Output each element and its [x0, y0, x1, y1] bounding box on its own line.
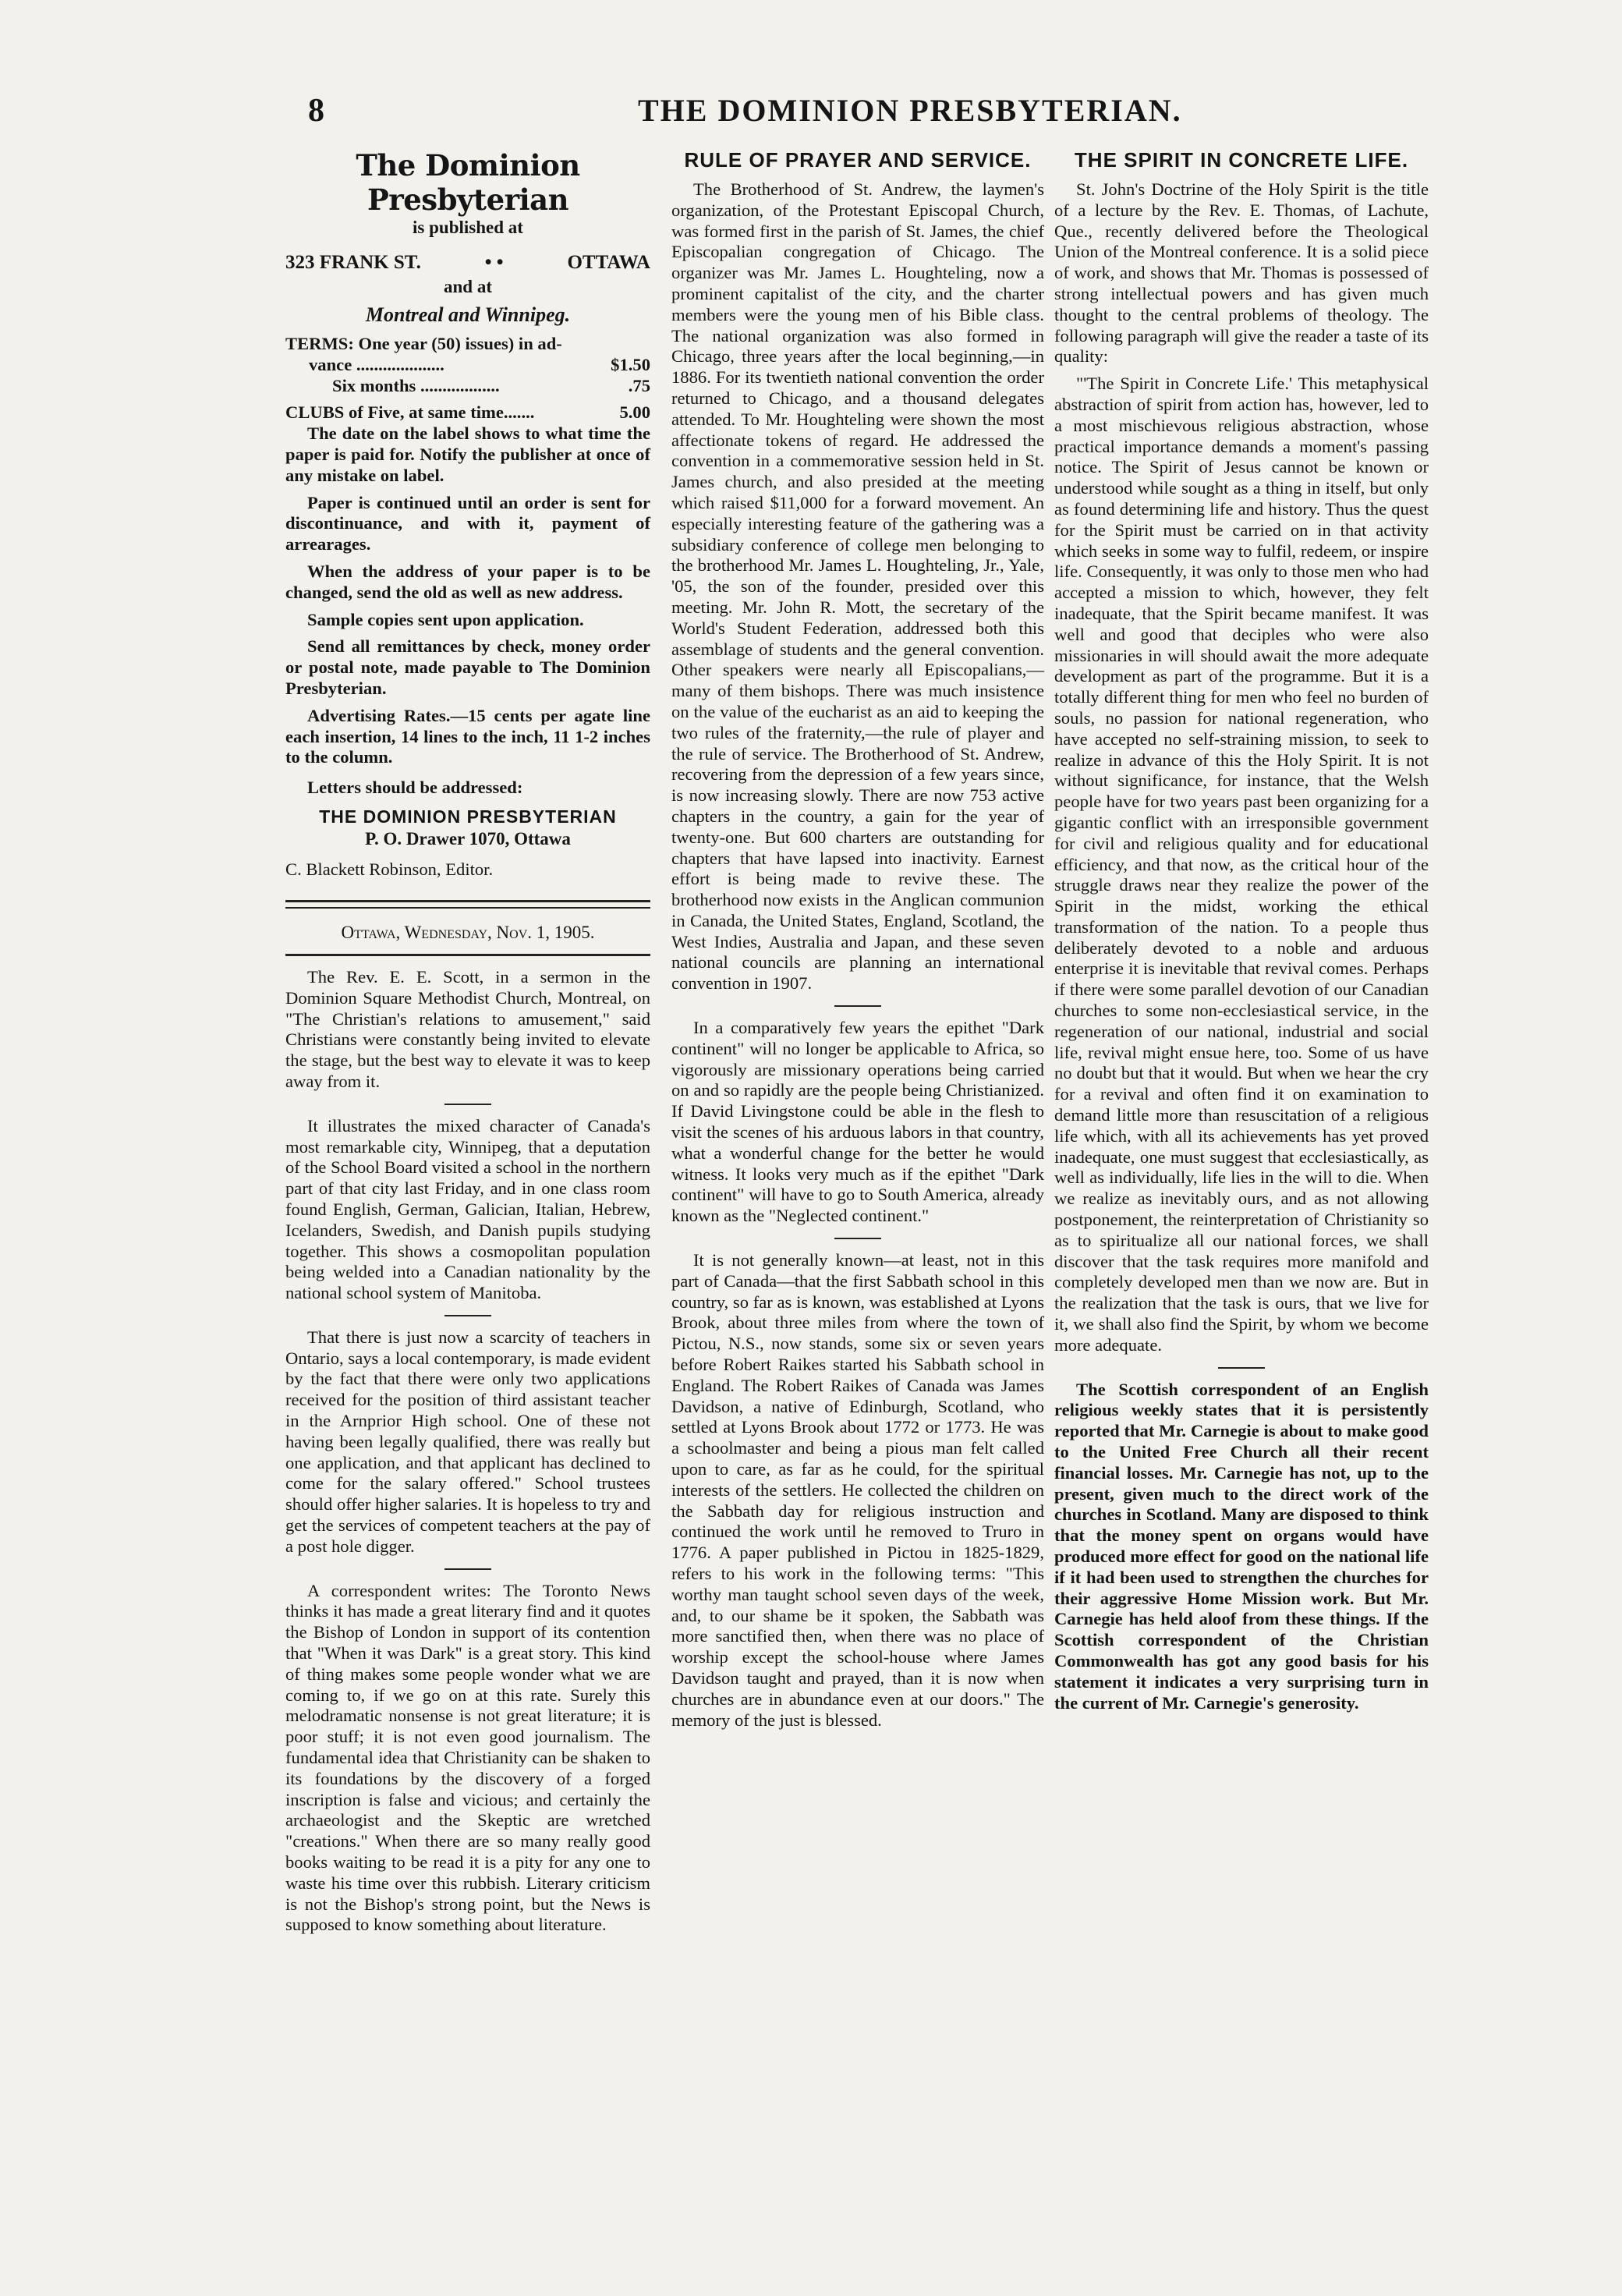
terms-line: TERMS: One year (50) issues) in ad-: [285, 334, 562, 353]
separator-dash: [444, 1568, 491, 1570]
article-winnipeg: It illustrates the mixed character of Canada's most remarkable city, Winnipeg, that a deputation of the School Board visited a school in the northern part of that city last Friday, and in one class room found English, German, Galician, Italian, Hebrew, Icelanders, Swedish, and Danish pupils studying together. This shows a cosmopolitan population being welded into a Canadian nationality by the national school system of Manitoba.: [285, 1115, 650, 1303]
article-spirit-quote: "'The Spirit in Concrete Life.' This metaphysical abstraction of spirit from action has, however, led to a most mischievous religious abstraction, whose practical importance demands a moment's passing notice. The Spirit of Jesus cannot be known or understood while sought as a thing in itself, but only as found determining life and history. Thus the quest for the Spirit must be carried on in that activity which seeks in some way to fulfil, redeem, or inspire life. Consequently, it was only to those men who had accepted a mission to which, however, they felt inadequate, that the Spirit became manifest. It was well and good that deciples who were also missionaries in will should await the more adequate development as part of the programme. But it is a totally different thing for men who feel no burden of souls, no passion for national regeneration, who have accepted no self-straining mission, to seek to realize in advance of this the Holy Spirit. It is not without significance, for instance, that the Welsh people have for two years past been organizing for a gigantic conflict with an irresponsible government for civil and religious quality and for educational efficiency, and that now, as the critical hour of the struggle draws near they realize the power of the Spirit in the midst, working the ethical transformation of the nation. To a people thus deliberately devoted to a noble and arduous enterprise it is inevitable that revival comes. Perhaps if there were some parallel devotion of our Canadian churches to some non-ecclesiastical service, in the regeneration of our national, industrial and social life, revival might ensue here, too. Some of us have no doubt but that it would. But when we hear the cry for a revival and often find it on examination to demand little more than resuscitation of a religious life which, with all its achievements has yet proved inadequate, one must suggest that ecclesiastically, as well as individually, life lies in the will to die. When we realize as inevitably ours, and as not allowing postponement, the reinterpretation of Christianity so as to spiritualize all our national forces, we shall discover that the task requires more manifold and completely developed men than we now are. But in the realization that the task is ours, that we live for it, we shall also find the Spirit, by whom we become more adequate.: [1054, 374, 1429, 1355]
notice-letters: Letters should be addressed:: [307, 778, 523, 798]
notice-address-change: When the address of your paper is to be changed, send the old as well as new address.: [285, 561, 650, 602]
separator-dash: [1218, 1367, 1265, 1369]
terms-vance-label: vance ....................: [309, 354, 444, 374]
and-at: and at: [444, 277, 492, 296]
notice-continued: Paper is continued until an order is sent for discontinuance, and with it, payment of arrearages.: [285, 492, 650, 555]
six-months-amount: .75: [628, 375, 650, 395]
double-rule: [285, 900, 650, 909]
clubs-amount: 5.00: [619, 402, 650, 423]
clubs-row: [285, 402, 650, 423]
running-title: THE DOMINION PRESBYTERIAN.: [638, 93, 1182, 128]
dateline: Ottawa, Wednesday, Nov. 1, 1905.: [341, 922, 595, 942]
page-number: 8: [308, 93, 324, 129]
column-right: [1054, 148, 1429, 1713]
notice-label: The date on the label shows to what time the paper is paid for. Notify the publisher at once of any mistake on label.: [285, 423, 650, 485]
editor-credit: C. Blackett Robinson, Editor.: [285, 859, 494, 879]
mailing-name: THE DOMINION PRESBYTERIAN: [319, 806, 617, 827]
published-at: is published at: [413, 218, 523, 237]
article-teachers: That there is just now a scarcity of teachers in Ontario, says a local contemporary, is made evident by the fact that there were only two applications received for the position of third assistant teacher in the Arnprior High school. One of these not having been legally qualified, there was really but one application, and that applicant has declined to come for the salary offered." School trustees should offer higher salaries. It is hopeless to try and get the services of competent teachers at the pay of a post hole digger.: [285, 1327, 650, 1556]
six-months-label: Six months ..................: [332, 375, 500, 395]
article-sabbath-school: It is not generally known—at least, not in this part of Canada—that the first Sabbath school in this country, so far as is known, was established at Lyons Brook, about three miles from where the town of Pictou, N.S., now stands, some six or seven years before Robert Raikes started his Sabbath school in England. The Robert Raikes of Canada was James Davidson, a native of Edinburgh, Scotland, who settled at Lyons Brook about 1772 or 1773. He was a schoolmaster and being a pious man felt called upon to care, as far as he could, for the spiritual interests of the settlers. He collected the children on the Sabbath day for religious instruction and continued the work until he removed to Truro in 1776. A paper published in Pictou in 1825-1829, refers to his work in the following terms: "This worthy man taught school seven days of the week, and, to our shame be it spoken, the Sabbath was more sanctified then, when there was no place of worship except the school-house where James Davidson taught and prayed, than it is now when churches are in abundance even at our doors." The memory of the just is blessed.: [671, 1250, 1044, 1730]
separator-dash: [834, 1005, 881, 1007]
mailing-pob: P. O. Drawer 1070, Ottawa: [365, 828, 571, 849]
terms-vance-row: [285, 355, 650, 376]
notice-sample: Sample copies sent upon application.: [307, 609, 584, 629]
terms-vance-amount: $1.50: [611, 354, 650, 374]
notice-advertising: Advertising Rates.—15 cents per agate line each insertion, 14 lines to the inch, 11 1-2 inches to the column.: [285, 705, 650, 767]
notice-remittances: Send all remittances by check, money order or postal note, made payable to The Dominion Presbyterian.: [285, 636, 650, 698]
headline-spirit: THE SPIRIT IN CONCRETE LIFE.: [1074, 148, 1409, 172]
article-scott: The Rev. E. E. Scott, in a sermon in the Dominion Square Methodist Church, Montreal, on "The Christian's relations to amusement," said Christians were constantly being invited to elevate the stage, but the best way to elevate it was to keep away from it.: [285, 966, 650, 1091]
article-spirit-intro: St. John's Doctrine of the Holy Spirit is the title of a lecture by the Rev. E. Thomas, of Lachute, Que., recently delivered before the Theological Union of the Montreal conference. It is a solid piece of work, and shows that Mr. Thomas is possessed of strong intellectual powers and has given much thought to the central problems of theology. The following paragraph will give the reader a taste of its quality:: [1054, 179, 1429, 367]
other-cities: Montreal and Winnipeg.: [365, 303, 571, 326]
separator-dash: [444, 1315, 491, 1316]
headline-rule-of-prayer: RULE OF PRAYER AND SERVICE.: [684, 148, 1032, 172]
street: 323 FRANK ST.: [285, 252, 421, 273]
column-left: [285, 148, 650, 1936]
article-carnegie: The Scottish correspondent of an English religious weekly states that it is persistently reported that Mr. Carnegie is about to make good to the United Free Church all their recent financial losses. Mr. Carnegie has not, up to the present, given much to the direct work of the churches in Scotland. Many are disposed to think that the money spent on organs would have produced more effect for good on the national life if it had been used to strengthen the churches for their aggressive Home Mission work. But Mr. Carnegie has held aloof from these things. If the Scottish correspondent of the Christian Commonwealth has got any good basis for his statement it indicates a very surprising turn in the current of Mr. Carnegie's generosity.: [1054, 1379, 1429, 1713]
article-correspondent: A correspondent writes: The Toronto News thinks it has made a great literary find and it quotes the Bishop of London in support of its contention that "When it was Dark" is a great story. This kind of thing makes some people wonder what we are coming to, if we go on at this rate. Surely this melodramatic nonsense is not great literature; it is poor stuff; it is not even good journalism. The fundamental idea that Christianity can be shaken to its foundations by the discovery of a forged inscription is false and vicious; and certainly the archaeologist and the Skeptic are wretched "creations." When there are so many really good books waiting to be read it is a pity for any one to waste his time over this rubbish. Literary criticism is not the Bishop's strong point, but the News is supposed to know something about literature.: [285, 1580, 650, 1935]
masthead: The Dominion Presbyterian: [356, 148, 580, 217]
column-middle: [671, 148, 1044, 1731]
rule: [285, 954, 650, 956]
terms-block: [285, 334, 650, 423]
six-months-row: [285, 376, 650, 397]
article-dark-continent: In a comparatively few years the epithet "Dark continent" will no longer be applicable to Africa, so vigorously are missionary operations being carried on and so rapidly are the people being Christianized. If David Livingstone could be able in the flesh to visit the scenes of his arduous labors in that country, what a wonderful change for the better he would witness. It looks very much as if the epithet "Dark continent" will have to go to South America, already known as the "Neglected continent.": [671, 1018, 1044, 1226]
office-address: [285, 250, 650, 276]
city: OTTAWA: [567, 252, 650, 273]
separator: • •: [484, 252, 504, 273]
clubs-label: CLUBS of Five, at same time.......: [285, 402, 535, 423]
separator-dash: [834, 1238, 881, 1239]
article-brotherhood: The Brotherhood of St. Andrew, the laymen's organization, of the Protestant Episcopal Church, was formed first in the parish of St. James, the chief Episcopalian congregation of Chicago. The organizer was Mr. James L. Houghteling, now a prominent capitalist of the city, and the charter members were the young men of his Bible class. The national organization was also formed in Chicago, three years after the local beginning,—in 1886. For its twentieth national convention the order returned to Chicago, and a thousand delegates attended. To Mr. Houghteling were shown the most affectionate tokens of regard. He addressed the convention in a commemorative session held in St. James church, and also presided at the meeting which raised $11,000 for a forward movement. An especially interesting feature of the gathering was a subsidiary conference of college men belonging to the brotherhood Mr. James L. Houghteling, Jr., Yale, '05, the son of the founder, presided over this meeting. Mr. John R. Mott, the secretary of the World's Student Federation, addressed both this assemblage of students and the general convention. Other speakers were nearly all Episcopalians,—many of them bishops. There was much insistence on the value of the eucharist as an aid to keeping the two rules of the fraternity,—the rule of player and the rule of service. The Brotherhood of St. Andrew, recovering from the depression of a few years since, is now increasing slowly. There are now 753 active chapters in the country, a gain for the year of twenty-one. But 600 charters are outstanding for chapters that have lapsed into inactivity. Earnest effort is being made to revive these. The brotherhood now exists in the Anglican communion in Canada, the United States, England, Scotland, the West Indies, Australia and Japan, and these seven national councils are planning an international convention in 1907.: [671, 179, 1044, 994]
separator-dash: [444, 1104, 491, 1105]
